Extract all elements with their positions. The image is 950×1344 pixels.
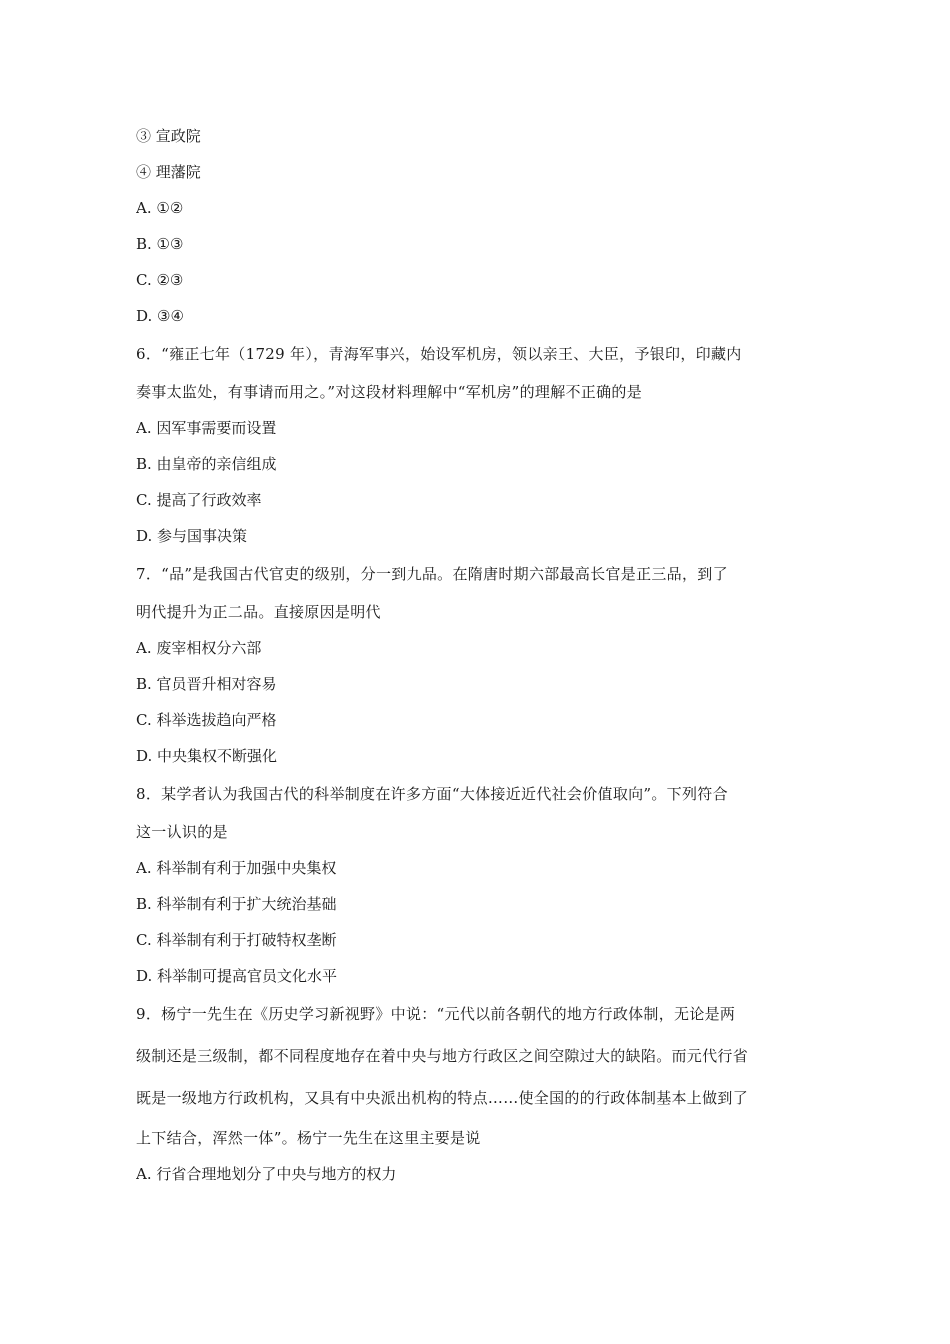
q5-choice-b: B. ①③ bbox=[136, 235, 184, 253]
q9-stem-line-4: 上下结合，浑然一体”。杨宁一先生在这里主要是说 bbox=[136, 1129, 481, 1147]
q7-choice-b: B. 官员晋升相对容易 bbox=[136, 675, 277, 693]
q8-choice-b: B. 科举制有利于扩大统治基础 bbox=[136, 895, 337, 913]
q8-choice-d: D. 科举制可提高官员文化水平 bbox=[136, 967, 338, 985]
option-item-3: ③ 宣政院 bbox=[136, 127, 201, 145]
q6-choice-b: B. 由皇帝的亲信组成 bbox=[136, 455, 277, 473]
q6-choice-d: D. 参与国事决策 bbox=[136, 527, 248, 545]
q8-choice-a: A. 科举制有利于加强中央集权 bbox=[136, 859, 337, 877]
q5-choice-d: D. ③④ bbox=[136, 307, 184, 325]
q9-stem-line-2: 级制还是三级制，都不同程度地存在着中央与地方行政区之间空隙过大的缺陷。而元代行省 bbox=[136, 1047, 749, 1065]
q5-choice-a: A. ①② bbox=[136, 199, 184, 217]
q6-stem-line-2: 奏事太监处，有事请而用之。”对这段材料理解中“军机房”的理解不正确的是 bbox=[136, 383, 643, 401]
q5-choice-c: C. ②③ bbox=[136, 271, 184, 289]
q8-stem-line-2: 这一认识的是 bbox=[136, 823, 228, 841]
q7-choice-d: D. 中央集权不断强化 bbox=[136, 747, 278, 765]
q9-choice-a: A. 行省合理地划分了中央与地方的权力 bbox=[136, 1165, 397, 1183]
q8-stem-line-1: 8．某学者认为我国古代的科举制度在许多方面“大体接近近代社会价值取向”。下列符合 bbox=[136, 785, 728, 803]
q7-stem-line-1: 7．“品”是我国古代官吏的级别，分一到九品。在隋唐时期六部最高长官是正三品，到了 bbox=[136, 565, 728, 583]
q7-choice-c: C. 科举选拔趋向严格 bbox=[136, 711, 277, 729]
q8-choice-c: C. 科举制有利于打破特权垄断 bbox=[136, 931, 337, 949]
q6-choice-a: A. 因军事需要而设置 bbox=[136, 419, 277, 437]
q6-choice-c: C. 提高了行政效率 bbox=[136, 491, 262, 509]
q7-stem-line-2: 明代提升为正二品。直接原因是明代 bbox=[136, 603, 381, 621]
q6-stem-line-1: 6．“雍正七年（1729 年），青海军事兴，始设军机房，领以亲王、大臣，予银印，印藏内 bbox=[136, 345, 742, 363]
q7-choice-a: A. 废宰相权分六部 bbox=[136, 639, 262, 657]
q9-stem-line-1: 9．杨宁一先生在《历史学习新视野》中说：“元代以前各朝代的地方行政体制，无论是两 bbox=[136, 1005, 736, 1023]
q9-stem-line-3: 既是一级地方行政机构，又具有中央派出机构的特点……使全国的的行政体制基本上做到了 bbox=[136, 1089, 749, 1107]
option-item-4: ④ 理藩院 bbox=[136, 163, 201, 181]
